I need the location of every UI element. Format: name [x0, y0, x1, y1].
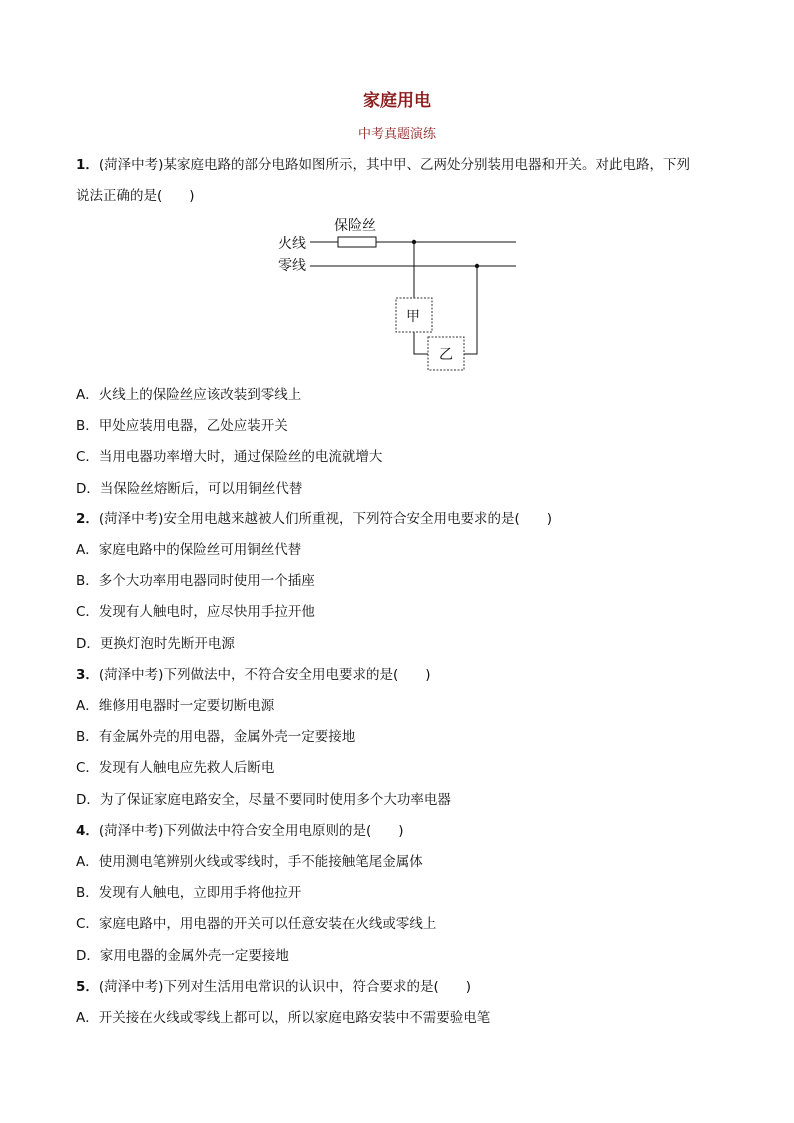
box-jia-label: 甲 [406, 309, 420, 325]
q3-option-b: B．有金属外壳的用电器，金属外壳一定要接地 [76, 729, 356, 745]
section-subtitle: 中考真题演练 [357, 127, 436, 142]
box-yi-label: 乙 [439, 347, 453, 363]
link-wire [414, 332, 428, 354]
neutral-wire-label: 零线 [278, 258, 306, 274]
question-4-stem [76, 822, 403, 840]
q2-option-b: B．多个大功率用电器同时使用一个插座 [76, 573, 315, 589]
question-text: (菏泽中考)下列做法中，不符合安全用电要求的是( ) [98, 667, 431, 683]
question-1-stem [76, 156, 690, 174]
question-number: 4． [76, 823, 99, 839]
circuit-diagram [270, 208, 530, 378]
question-2-stem [76, 510, 552, 528]
q4-option-d: D．家用电器的金属外壳一定要接地 [76, 948, 289, 964]
question-text: (菏泽中考)某家庭电路的部分电路如图所示，其中甲、乙两处分别装用电器和开关。对此电路，下列 [98, 157, 690, 173]
q4-option-a: A．使用测电笔辨别火线或零线时，手不能接触笔尾金属体 [76, 854, 423, 870]
q1-option-c: C．当用电器功率增大时，通过保险丝的电流就增大 [76, 449, 383, 465]
q2-option-d: D．更换灯泡时先断开电源 [76, 636, 235, 652]
q2-option-c: C．发现有人触电时，应尽快用手拉开他 [76, 604, 315, 620]
question-text: (菏泽中考)下列做法中符合安全用电原则的是( ) [98, 823, 404, 839]
question-1-stem-cont: 说法正确的是( ) [76, 188, 195, 204]
fuse-symbol [338, 237, 376, 247]
question-3-stem [76, 666, 430, 684]
q1-option-b: B．甲处应装用电器，乙处应装开关 [76, 418, 288, 434]
q4-option-c: C．家庭电路中，用电器的开关可以任意安装在火线或零线上 [76, 916, 437, 932]
question-number: 2． [76, 511, 99, 527]
question-number: 1． [76, 157, 99, 173]
question-text: (菏泽中考)下列对生活用电常识的认识中，符合要求的是( ) [98, 979, 471, 995]
question-5-stem [76, 978, 471, 996]
q2-option-a: A．家庭电路中的保险丝可用铜丝代替 [76, 542, 302, 558]
question-text: (菏泽中考)安全用电越来越被人们所重视，下列符合安全用电要求的是( ) [98, 511, 552, 527]
q1-option-d: D．当保险丝熔断后，可以用铜丝代替 [76, 481, 303, 497]
q3-option-d: D．为了保证家庭电路安全，尽量不要同时使用多个大功率电器 [76, 792, 451, 808]
question-number: 5． [76, 979, 99, 995]
question-number: 3． [76, 667, 99, 683]
return-wire [464, 266, 477, 354]
live-wire-label: 火线 [278, 236, 306, 252]
fuse-label: 保险丝 [334, 218, 376, 234]
q4-option-b: B．发现有人触电，立即用手将他拉开 [76, 885, 302, 901]
q3-option-a: A．维修用电器时一定要切断电源 [76, 698, 275, 714]
q5-option-a: A．开关接在火线或零线上都可以，所以家庭电路安装中不需要验电笔 [76, 1010, 491, 1026]
q1-option-a: A．火线上的保险丝应该改装到零线上 [76, 387, 302, 403]
q3-option-c: C．发现有人触电应先救人后断电 [76, 760, 275, 776]
page-title: 家庭用电 [363, 91, 431, 111]
